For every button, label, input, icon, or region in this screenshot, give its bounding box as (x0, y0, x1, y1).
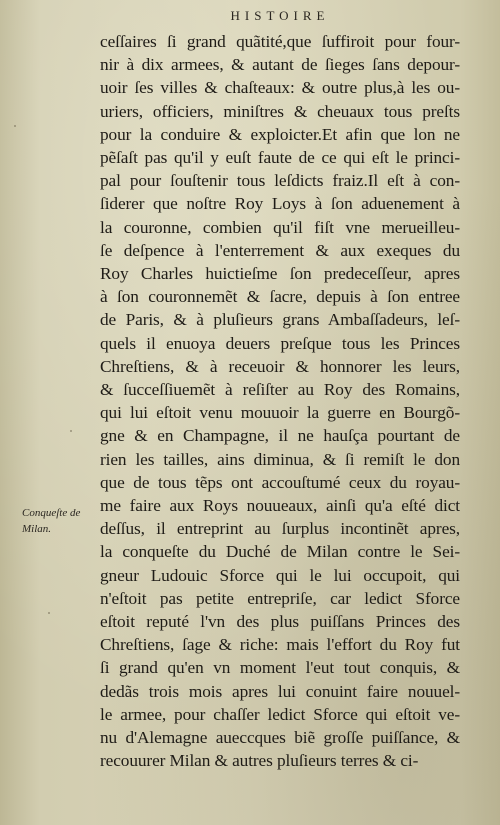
text-line: pẽſaſt pas qu'il y euſt faute de ce qui eſt le princi- (100, 148, 460, 168)
text-line: le armee, pour chaſſer ledict Sforce qui eſtoit ve- (100, 704, 460, 724)
text-line: uriers, officiers, miniſtres & cheuaux tous preſts (100, 101, 460, 121)
paper-speck (70, 430, 72, 432)
running-title: HISTOIRE (230, 8, 330, 23)
text-line: dedãs trois mois apres lui conuint faire nouuel- (100, 681, 460, 701)
text-line: la conqueſte du Duché de Milan contre le Sei- (100, 542, 460, 562)
text-line: ceſſaires ſi grand quãtité,que ſuffiroit pour four- (100, 32, 460, 51)
text-line: nir à dix armees, & autant de ſieges ſans depour- (100, 55, 460, 75)
text-line: n'eſtoit pas petite entrepriſe, car ledict Sforce (100, 588, 460, 608)
text-line: ſe deſpence à l'enterrement & aux exeques du (100, 240, 460, 260)
text-line: de Paris, & à pluſieurs grans Ambaſſadeurs, leſ- (100, 310, 460, 330)
text-line: Roy Charles huictieſme ſon predeceſſeur, apres (100, 264, 460, 284)
margin-note-line: Conqueſte de (22, 507, 81, 519)
text-line: ſiderer que noſtre Roy Loys à ſon aduenement à (100, 194, 460, 214)
text-line: gne & en Champagne, il ne hauſça pourtant de (100, 426, 460, 446)
text-line: Chreſtiens, & à receuoir & honnorer les leurs, (100, 356, 460, 376)
text-line: gneur Ludouic Sforce qui le lui occupoit, qui (100, 565, 460, 585)
text-line: recouurer Milan & autres pluſieurs terres & ci- (100, 751, 419, 771)
text-line: à ſon couronnemẽt & ſacre, depuis à ſon entree (100, 287, 460, 307)
text-line: qui lui eſtoit venu mouuoir la guerre en Bourgõ- (100, 403, 460, 423)
margin-note-line: Milan. (22, 523, 52, 535)
text-line: uoir ſes villes & chaſteaux: & outre plus,à les ou- (100, 78, 460, 98)
text-line: nu d'Alemagne aueccques biẽ groſſe puiſſance, & (100, 728, 460, 748)
paper-speck (14, 125, 16, 127)
text-line: & ſucceſſiuemẽt à reſiſter au Roy des Romains, (100, 380, 460, 400)
text-line: pour la conduire & exploicter.Et afin que lon ne (100, 124, 460, 144)
text-line: la couronne, combien qu'il fiſt vne merueilleu- (100, 217, 460, 237)
margin-note (22, 505, 102, 537)
text-line: me faire aux Roys nouueaux, ainſi qu'a eſté dict (100, 496, 460, 516)
text-line: que de tous tẽps ont accouſtumé ceux du royau- (100, 472, 460, 492)
text-line: deſſus, il entreprint au ſurplus incontinẽt apres, (100, 519, 460, 539)
text-line: Chreſtiens, ſage & riche: mais l'effort du Roy fut (100, 635, 460, 655)
text-line: ſi grand qu'en vn moment l'eut tout conquis, & (100, 658, 460, 678)
text-line: pal pour ſouſtenir tous leſdicts fraiz.Il eſt à con- (100, 171, 460, 191)
body-text (100, 30, 460, 773)
text-line: quels il enuoya deuers preſque tous les Princes (100, 333, 460, 353)
paper-speck (48, 612, 50, 614)
text-line: rien les tailles, ains diminua, & ſi remiſt le don (100, 449, 460, 469)
text-line: eſtoit reputé l'vn des plus puiſſans Princes des (100, 612, 460, 632)
